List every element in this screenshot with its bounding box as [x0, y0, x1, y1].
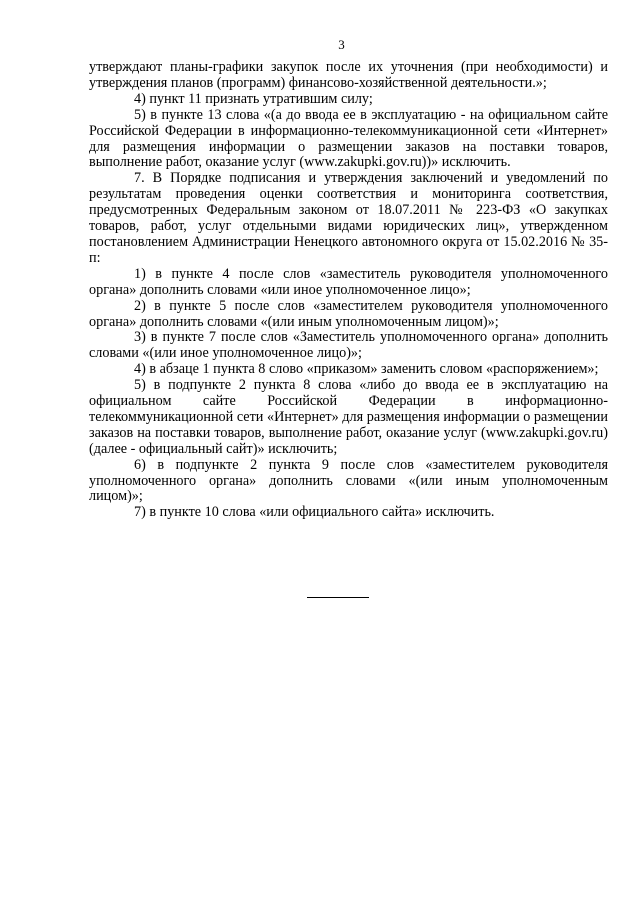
paragraph-section-7: 7. В Порядке подписания и утверждения заключений и уведомлений по результатам проведения оценки соответствия и мониторинга соответствия, предусмотренных Федеральным законом от 18.07.2011 № 223-ФЗ «О закупках товаров, работ, услуг отдельными видами юридических лиц», утвержденном постановлением Администрации Ненецкого автономного округа от 15.02.2016 № 35-п: — [89, 170, 608, 266]
paragraph-continuation: утверждают планы-графики закупок после их уточнения (при необходимости) и утверждения планов (программ) финансово-хозяйственной деятельности.»; — [89, 59, 608, 91]
paragraph-subitem-6: 6) в подпункте 2 пункта 9 после слов «заместителем руководителя уполномоченного органа» дополнить словами «(или иным уполномоченным лицом)»; — [89, 456, 608, 505]
paragraph-subitem-4: 4) в абзаце 1 пункта 8 слово «приказом» заменить словом «распоряжением»; — [134, 361, 599, 378]
page-number: 3 — [338, 37, 345, 52]
document-body — [89, 60, 608, 521]
paragraph-subitem-3: 3) в пункте 7 после слов «Заместитель уполномоченного органа» дополнить словами «(или иное уполномоченное лицо)»; — [89, 329, 608, 362]
paragraph-subitem-2: 2) в пункте 5 после слов «заместителем руководителя уполномоченного органа» дополнить словами «(или иным уполномоченным лицом)»; — [89, 297, 608, 330]
paragraph-subitem-5: 5) в подпункте 2 пункта 8 слова «либо до ввода ее в эксплуатацию на официальном сайте Российской Федерации в информационно-телекоммуникационной сети «Интернет» для размещения информации о размещении заказов на поставки товаров, выполнение работ, оказание услуг (www.zakupki.gov.ru) (далее - официальный сайт)» исключить; — [89, 377, 608, 457]
paragraph-item-4: 4) пункт 11 признать утратившим силу; — [134, 90, 373, 107]
end-separator-line — [307, 597, 369, 598]
paragraph-subitem-7: 7) в пункте 10 слова «или официального сайта» исключить. — [134, 504, 495, 521]
paragraph-item-5: 5) в пункте 13 слова «(а до ввода ее в эксплуатацию - на официальном сайте Российской Федерации в информационно-телекоммуникационной сети «Интернет» для размещения информации о размещении заказов на поставки товаров, выполнение работ, оказание услуг (www.zakupki.gov.ru))» исключить. — [89, 106, 608, 171]
paragraph-subitem-1: 1) в пункте 4 после слов «заместитель руководителя уполномоченного органа» дополнить словами «или иное уполномоченное лицо»; — [89, 265, 608, 298]
